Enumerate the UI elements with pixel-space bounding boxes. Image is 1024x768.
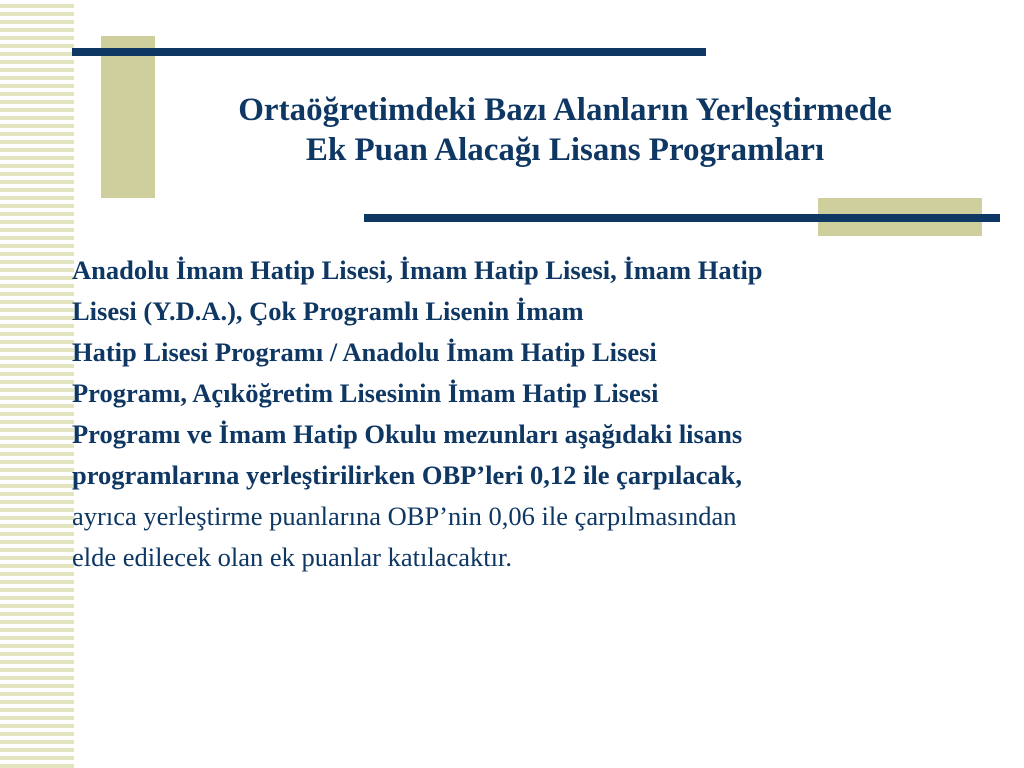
striped-margin-decoration xyxy=(0,0,74,768)
body-regular-line: elde edilecek olan ek puanlar katılacaktır. xyxy=(72,542,512,572)
title-line: Ek Puan Alacağı Lisans Programları xyxy=(305,132,825,168)
bottom-divider-rule xyxy=(364,214,1000,222)
body-bold-line: Lisesi (Y.D.A.), Çok Programlı Lisenin İmam xyxy=(72,296,584,326)
body-bold-line: programlarına yerleştirilirken OBP’leri 0,12 ile çarpılacak, xyxy=(72,460,742,490)
slide-body xyxy=(72,250,982,578)
title-accent-block xyxy=(101,36,155,198)
body-regular-line: ayrıca yerleştirme puanlarına OBP’nin 0,06 ile çarpılmasından xyxy=(72,501,737,531)
body-bold-line: Hatip Lisesi Programı / Anadolu İmam Hatip Lisesi xyxy=(72,337,657,367)
body-bold-line: Programı, Açıköğretim Lisesinin İmam Hatip Lisesi xyxy=(72,378,659,408)
body-bold-line: Anadolu İmam Hatip Lisesi, İmam Hatip Lisesi, İmam Hatip xyxy=(72,255,763,285)
slide-title xyxy=(150,90,980,170)
body-bold-line: Programı ve İmam Hatip Okulu mezunları aşağıdaki lisans xyxy=(72,419,743,449)
title-line: Ortaöğretimdeki Bazı Alanların Yerleştirmede xyxy=(238,92,892,128)
top-divider-rule xyxy=(72,48,706,56)
